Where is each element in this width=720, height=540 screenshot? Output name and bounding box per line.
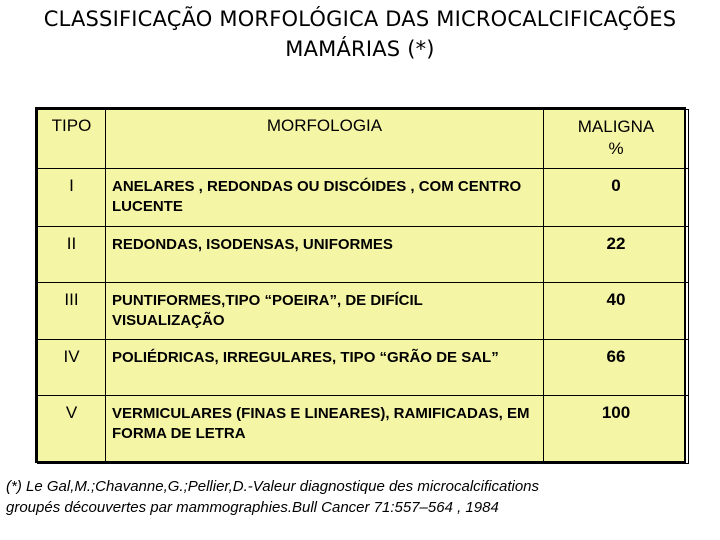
cell-tipo: III <box>38 283 106 340</box>
classification-table <box>35 107 686 463</box>
header-maligna <box>544 110 689 169</box>
cell-morfologia: REDONDAS, ISODENSAS, UNIFORMES <box>106 227 544 283</box>
cell-maligna: 0 <box>544 169 689 227</box>
cell-morfologia: ANELARES , REDONDAS OU DISCÓIDES , COM CENTRO LUCENTE <box>106 169 544 227</box>
reference-citation <box>6 476 718 518</box>
table-row <box>38 340 689 396</box>
header-maligna-unit: % <box>608 139 624 158</box>
page-title <box>0 4 720 64</box>
cell-maligna: 22 <box>544 227 689 283</box>
reference-line-1: (*) Le Gal,M.;Chavanne,G.;Pellier,D.-Valeur diagnostique des microcalcifications <box>6 478 540 495</box>
page-title-line-2: MAMÁRIAS (*) <box>285 37 435 61</box>
cell-tipo: I <box>38 169 106 227</box>
reference-line-2: groupés découvertes par mammographies.Bull Cancer 71:557–564 , 1984 <box>6 499 499 516</box>
header-morfologia: MORFOLOGIA <box>106 110 544 169</box>
cell-tipo: II <box>38 227 106 283</box>
cell-maligna: 100 <box>544 396 689 464</box>
header-maligna-label: MALIGNA <box>577 117 655 136</box>
table-row <box>38 283 689 340</box>
table-row <box>38 169 689 227</box>
cell-maligna: 40 <box>544 283 689 340</box>
cell-morfologia: VERMICULARES (FINAS E LINEARES), RAMIFICADAS, EM FORMA DE LETRA <box>106 396 544 464</box>
classification-table-grid <box>37 109 689 464</box>
cell-tipo: V <box>38 396 106 464</box>
table-header-row <box>38 110 689 169</box>
header-tipo: TIPO <box>38 110 106 169</box>
cell-morfologia: POLIÉDRICAS, IRREGULARES, TIPO “GRÃO DE SAL” <box>106 340 544 396</box>
cell-tipo: IV <box>38 340 106 396</box>
cell-morfologia: PUNTIFORMES,TIPO “POEIRA”, DE DIFÍCIL VISUALIZAÇÃO <box>106 283 544 340</box>
table-row <box>38 396 689 464</box>
table-row <box>38 227 689 283</box>
page-title-line-1: CLASSIFICAÇÃO MORFOLÓGICA DAS MICROCALCIFICAÇÕES <box>43 7 677 31</box>
cell-maligna: 66 <box>544 340 689 396</box>
